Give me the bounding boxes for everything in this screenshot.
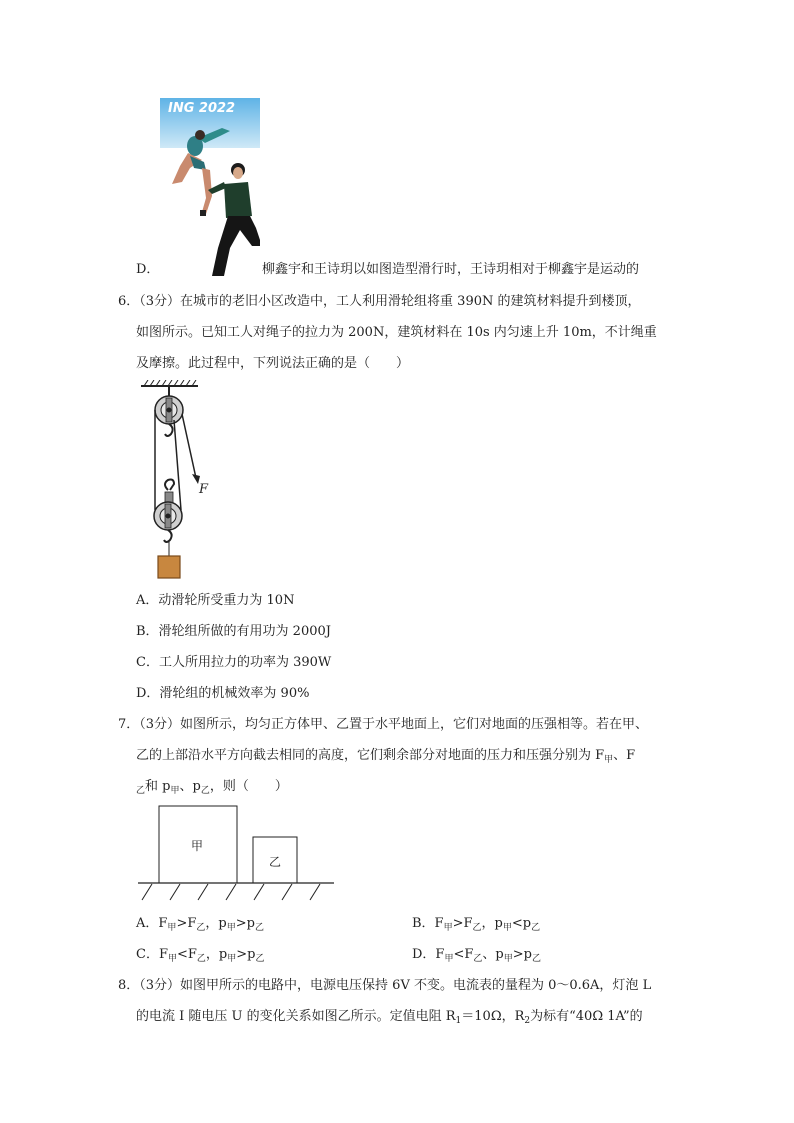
q6-option-a: A．动滑轮所受重力为 10N — [136, 593, 295, 608]
q6-option-d: D．滑轮组的机械效率为 90% — [136, 686, 310, 701]
q7-option-d: D．$F_甲<F_乙$、$p_甲>p_乙$ — [412, 947, 541, 964]
q6-option-b: B．滑轮组所做的有用功为 2000J — [136, 624, 331, 639]
q7-option-b: B．$F_甲>F_乙$，$p_甲<p_乙$ — [412, 916, 541, 933]
q7-option-c: C．$F_甲<F_乙$，$p_甲>p_乙$ — [136, 947, 265, 964]
photo-banner-text: ING 2022 — [168, 101, 236, 116]
q7-stem-line1: 7．（3分）如图所示，均匀正方体甲、乙置于水平地面上，它们对地面的压强相等。若在甲、 — [118, 717, 649, 732]
q7-stem-line2: 乙的上部沿水平方向截去相同的高度，它们剩余部分对地面的压力和压强分别为 $F_甲$、F — [136, 748, 636, 765]
q7-stem-line3: $_乙$和 $p_甲$、$p_乙$，则（ ） — [136, 779, 288, 796]
pulley-diagram — [136, 380, 226, 580]
q6-stem-line1: 6．（3分）在城市的老旧小区改造中，工人利用滑轮组将重 390N 的建筑材料提升到楼顶， — [118, 294, 641, 309]
q6-stem-line3: 及摩擦。此过程中，下列说法正确的是（ ） — [136, 356, 410, 371]
cubes-diagram — [136, 804, 336, 904]
block-jia-label: 甲 — [191, 839, 204, 853]
q5-option-d-text: 柳鑫宇和王诗玥以如图造型滑行时，王诗玥相对于柳鑫宇是运动的 — [262, 262, 640, 277]
q8-stem-line1: 8．（3分）如图甲所示的电路中，电源电压保持 6V 不变。电流表的量程为 0～0.6A，灯泡 L — [118, 978, 652, 993]
q6-option-c: C．工人所用拉力的功率为 390W — [136, 655, 332, 670]
block-yi-label: 乙 — [269, 855, 282, 869]
q8-stem-line2: 的电流 I 随电压 U 的变化关系如图乙所示。定值电阻 $R_1=10\Omega$，$R_2$为标有“40Ω 1A”的 — [136, 1009, 643, 1026]
skating-photo — [160, 98, 260, 276]
force-label-f: F — [199, 482, 209, 497]
q6-stem-line2: 如图所示。已知工人对绳子的拉力为 200N，建筑材料在 10s 内匀速上升 10m，不计绳重 — [136, 325, 657, 340]
q7-option-a: A．$F_甲>F_乙$，$p_甲>p_乙$ — [136, 916, 264, 933]
q5-option-d-letter: D． — [136, 262, 160, 277]
